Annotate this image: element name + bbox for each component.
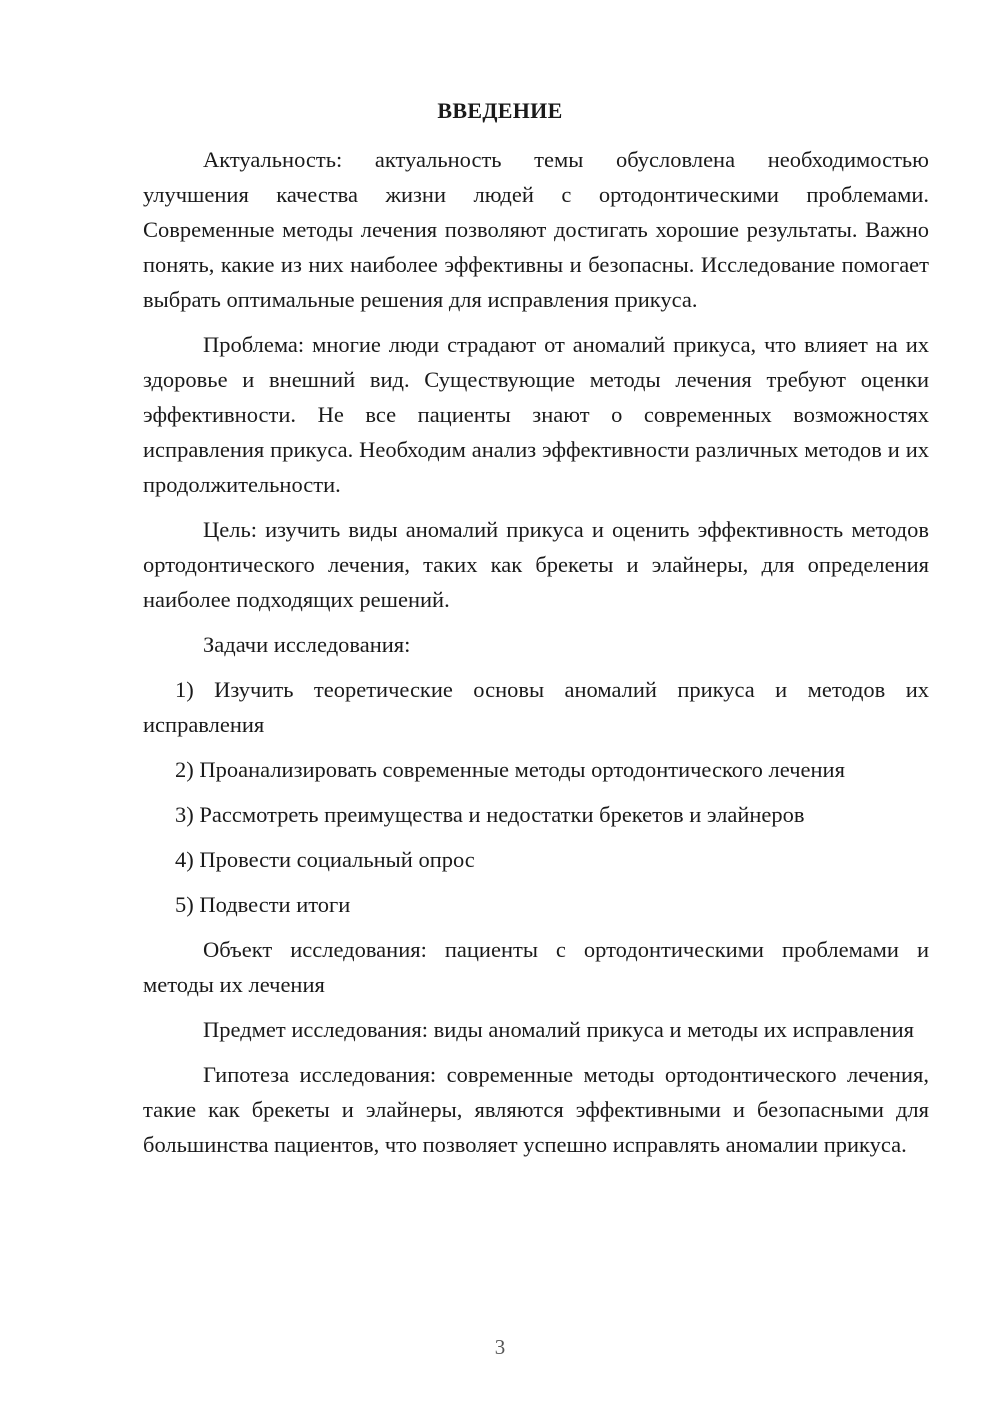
task-item-5: 5) Подвести итоги bbox=[175, 892, 351, 917]
paragraph-tasks-intro: Задачи исследования: bbox=[203, 632, 411, 657]
task-item-2: 2) Проанализировать современные методы ортодонтического лечения bbox=[175, 757, 845, 782]
paragraph-hypothesis: Гипотеза исследования: современные методы ортодонтического лечения, такие как брекеты и элайнеры, являются эффективными и безопасными для большинства пациентов, что позволяет успешно исправлять аномалии прикуса. bbox=[143, 1062, 929, 1157]
paragraph-subject: Предмет исследования: виды аномалий прикуса и методы их исправления bbox=[203, 1017, 914, 1042]
task-item-4: 4) Провести социальный опрос bbox=[175, 847, 475, 872]
page-number: 3 bbox=[494, 1335, 506, 1359]
paragraph-problem: Проблема: многие люди страдают от аномалий прикуса, что влияет на их здоровье и внешний вид. Существующие методы лечения требуют оценки эффективности. Не все пациенты знают о современных возможностях исправления прикуса. Необходим анализ эффективности различных методов и их продолжительности. bbox=[143, 332, 929, 497]
section-heading: ВВЕДЕНИЕ bbox=[437, 98, 563, 123]
task-item-1: 1) Изучить теоретические основы аномалий прикуса и методов их исправления bbox=[143, 677, 929, 737]
paragraph-goal: Цель: изучить виды аномалий прикуса и оценить эффективность методов ортодонтического лечения, таких как брекеты и элайнеры, для определения наиболее подходящих решений. bbox=[143, 517, 929, 612]
task-item-3: 3) Рассмотреть преимущества и недостатки брекетов и элайнеров bbox=[175, 802, 805, 827]
paragraph-relevance: Актуальность: актуальность темы обусловлена необходимостью улучшения качества жизни людей с ортодонтическими проблемами. Современные методы лечения позволяют достигать хорошие результаты. Важно понять, какие из них наиболее эффективны и безопасны. Исследование помогает выбрать оптимальные решения для исправления прикуса. bbox=[143, 147, 929, 312]
document-body bbox=[143, 142, 929, 1172]
paragraph-object: Объект исследования: пациенты с ортодонтическими проблемами и методы их лечения bbox=[143, 937, 929, 997]
